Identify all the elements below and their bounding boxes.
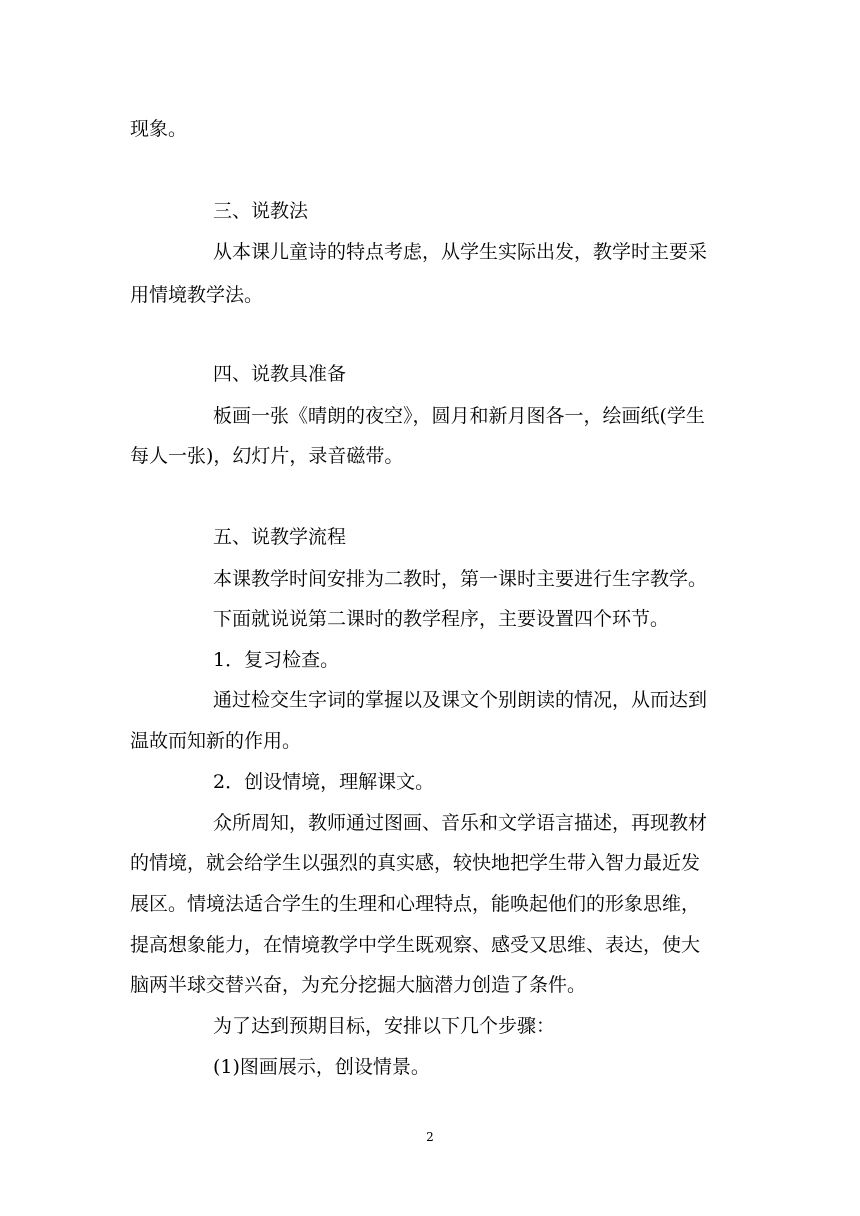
list-item: (1)图画展示，创设情景。 [213,1056,430,1078]
text-line: 脑两半球交替兴奋，为充分挖掘大脑潜力创造了条件。 [130,974,587,996]
text-line: 每人一张)，幻灯片，录音磁带。 [130,445,404,467]
page-number: 2 [426,1130,434,1144]
text-line: 从本课儿童诗的特点考虑，从学生实际出发，教学时主要采 [213,241,708,263]
text-line: 提高想象能力，在情境教学中学生既观察、感受又思维、表达，使大 [130,934,701,956]
section-heading: 四、说教具准备 [213,363,347,385]
text-line: 本课教学时间安排为二教时，第一课时主要进行生字教学。 [213,568,708,590]
list-heading: 1．复习检查。 [213,649,340,671]
section-heading: 三、说教法 [213,200,309,222]
section-heading: 五、说教学流程 [213,526,347,548]
text-line: 现象。 [130,118,188,140]
list-heading: 2．创设情境，理解课文。 [213,771,435,793]
text-line: 的情境，就会给学生以强烈的真实感，较快地把学生带入智力最近发 [130,852,701,874]
text-line: 用情境教学法。 [130,284,264,306]
text-line: 为了达到预期目标，安排以下几个步骤： [213,1015,556,1037]
text-line: 通过检交生字词的掌握以及课文个别朗读的情况，从而达到 [213,689,708,711]
text-line: 展区。情境法适合学生的生理和心理特点，能唤起他们的形象思维， [130,893,701,915]
text-line: 下面就说说第二课时的教学程序，主要设置四个环节。 [213,608,670,630]
text-line: 板画一张《晴朗的夜空》，圆月和新月图各一，绘画纸(学生 [213,405,705,427]
text-line: 温故而知新的作用。 [130,730,302,752]
text-line: 众所周知，教师通过图画、音乐和文学语言描述，再现教材 [213,812,708,834]
